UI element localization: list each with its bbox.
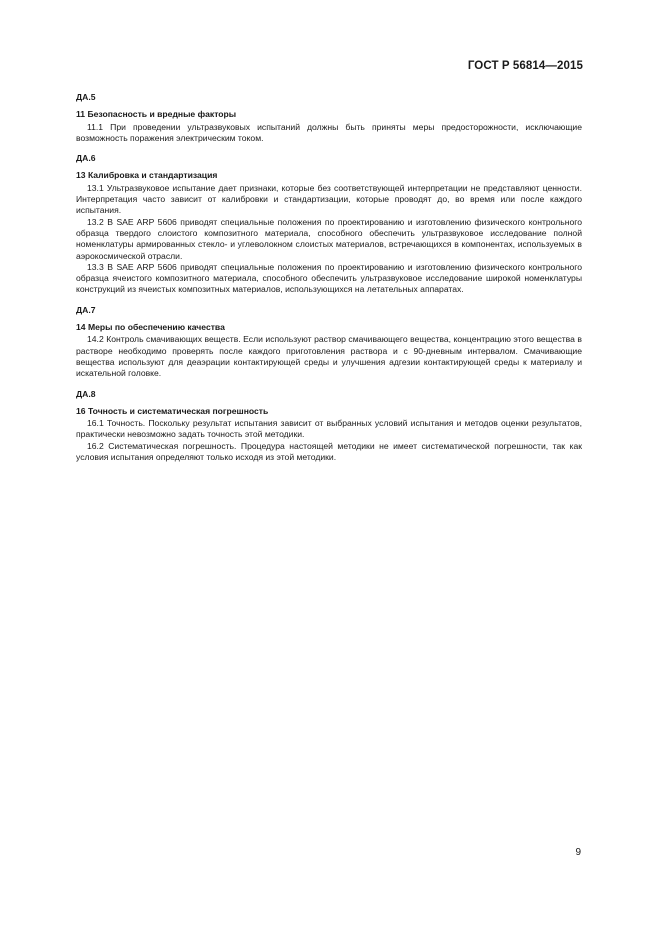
annex-label: ДА.5	[76, 92, 96, 102]
paragraph: 16.1 Точность. Поскольку результат испытания зависит от выбранных условий испытания и методов оценки результатов, практически невозможно задать точность этой методики.	[76, 418, 582, 440]
annex-label: ДА.6	[76, 153, 96, 164]
annex-label: ДА.7	[76, 304, 96, 315]
standard-designation: ГОСТ Р 56814—2015	[467, 60, 583, 72]
paragraph: 11.1 При проведении ультразвуковых испытаний должны быть приняты меры предосторожности, исключающие возможность поражения электрическим током.	[76, 121, 582, 143]
paragraph: 16.2 Систематическая погрешность. Процедура настоящей методики не имеет систематической погрешности, так как условия испытания определяют только исходя из этой методики.	[76, 440, 582, 463]
paragraph: 13.2 В SAE ARP 5606 приводят специальные положения по проектированию и изготовлению физического контрольного образца твердого слоистого композитного материала, способного обеспечить ультразвуковое исследование полной номенклатуры армированных стекло- и углеволокном слоистых материалов, встречающихся в компонентах, используемых в аэрокосмической отрасли.	[76, 216, 582, 261]
paragraph: 13.3 В SAE ARP 5606 приводят специальные положения по проектированию и изготовлению физического контрольного образца ячеистого композитного материала, способного обеспечить ультразвуковое исследование широкой номенклатуры конструкций из ячеистых композитных материалов, использующихся на летательных аппаратах.	[76, 261, 582, 295]
document-body	[76, 92, 582, 472]
section-da6	[76, 153, 582, 296]
section-title: 14 Меры по обеспечению качества	[76, 322, 225, 333]
section-da7	[76, 305, 582, 380]
page-number: 9	[575, 847, 581, 858]
section-title: 11 Безопасность и вредные факторы	[76, 109, 237, 120]
annex-label: ДА.8	[76, 388, 96, 399]
paragraph: 13.1 Ультразвуковое испытание дает признаки, которые без соответствующей интерпретации не представляют ценности. Интерпретация часто зависит от калибровки и стандартизации, которые проводят до, во время или после каждого испытания.	[76, 182, 582, 216]
paragraph: 14.2 Контроль смачивающих веществ. Если используют раствор смачивающего вещества, концентрацию этого вещества в растворе необходимо проверять после каждого приготовления раствора и с 90-дневным интервалом. Смачивающие вещества используют для деаэрации контактирующей среды и улучшения адгезии контактирующей среды к материалу и искательной головке.	[76, 334, 582, 379]
section-title: 13 Калибровка и стандартизация	[76, 170, 218, 181]
section-da5	[76, 92, 582, 144]
section-da8	[76, 389, 582, 464]
section-title: 16 Точность и систематическая погрешность	[76, 405, 269, 416]
